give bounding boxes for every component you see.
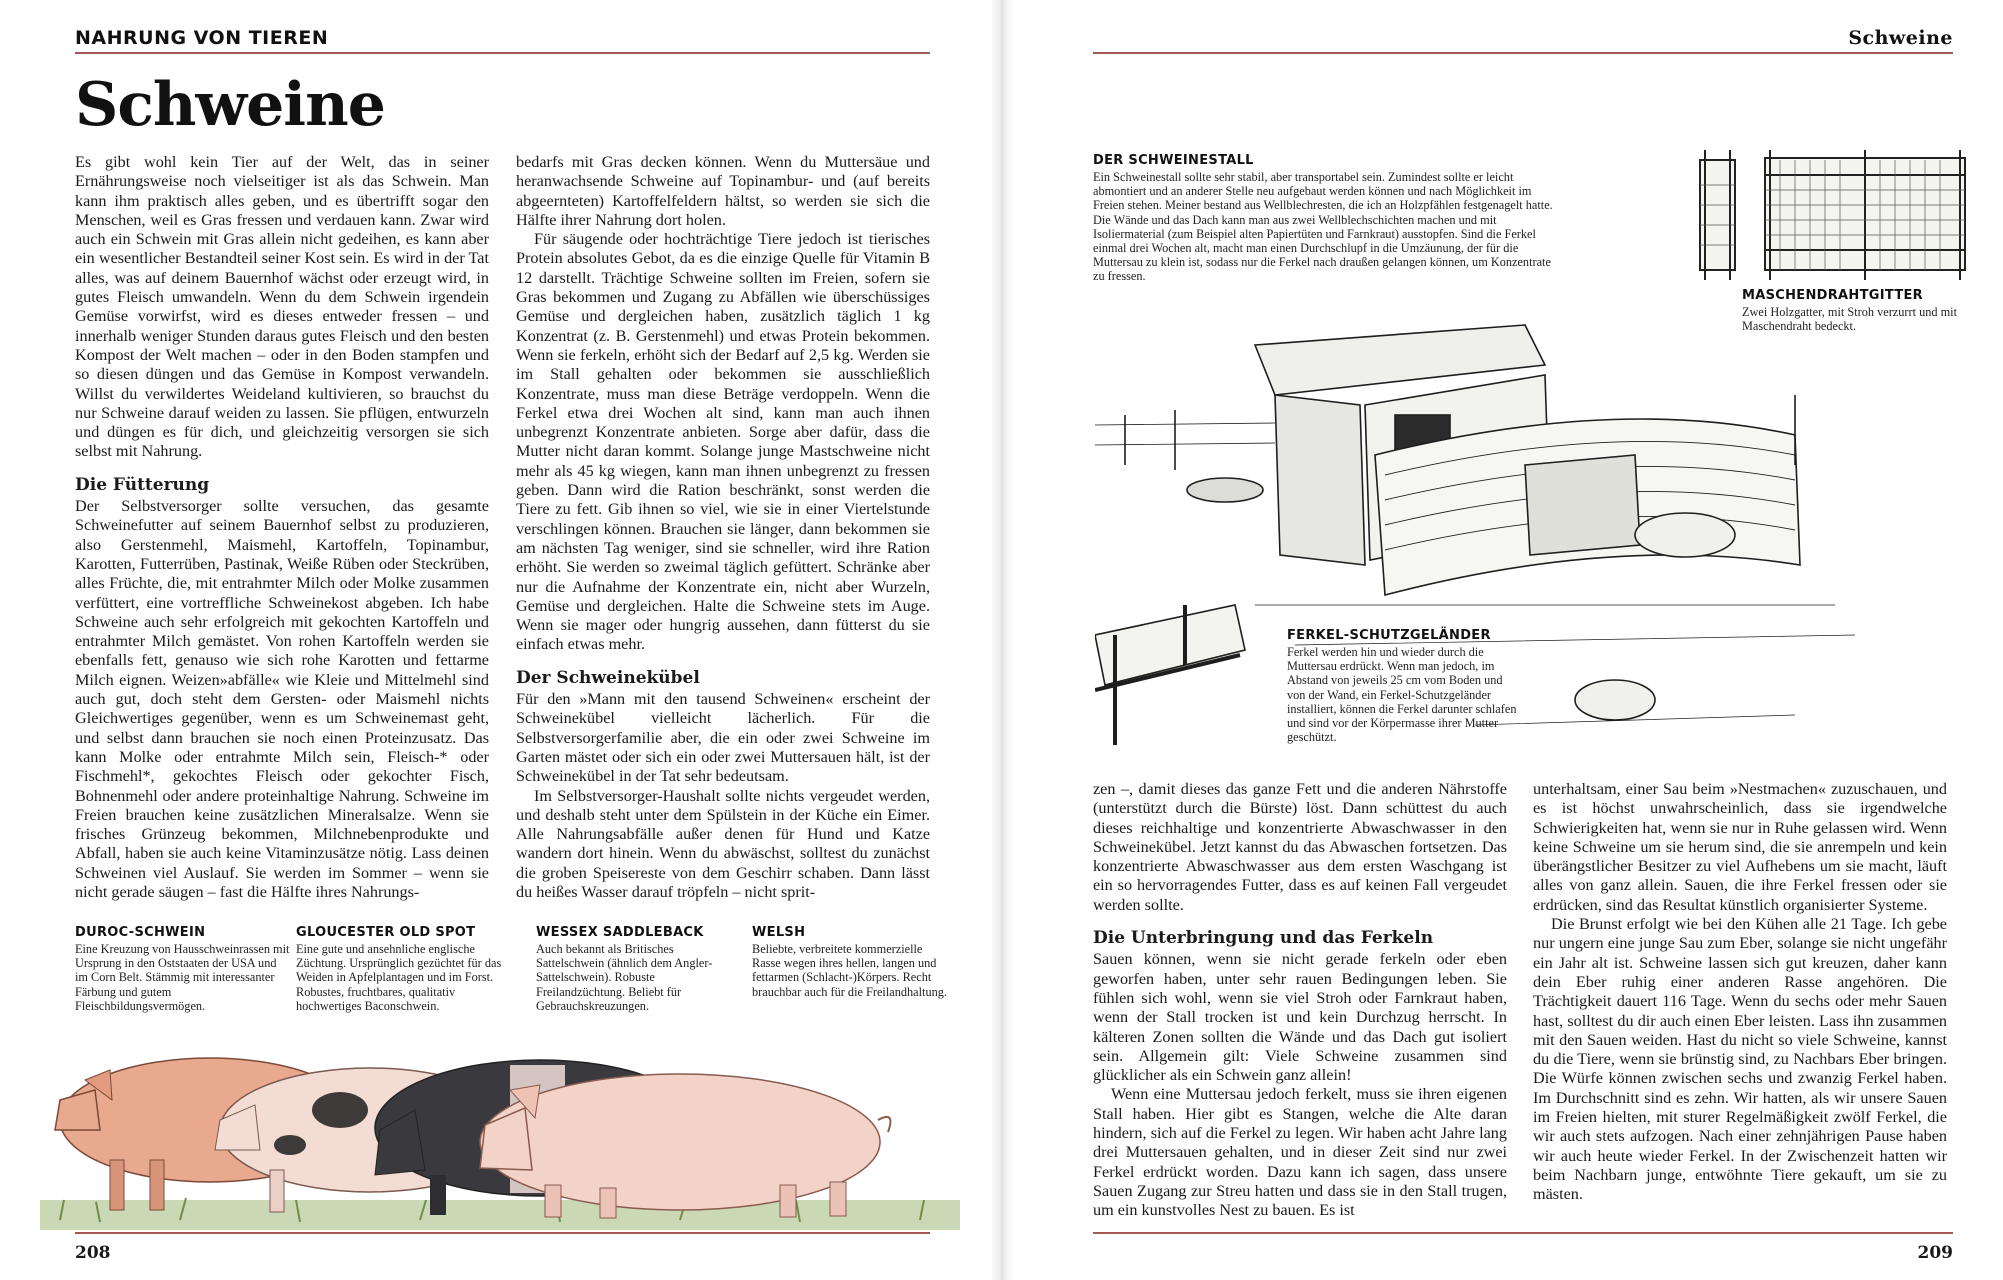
stall-caption: DER SCHWEINESTALL Ein Schweinestall sollte sehr stabil, aber transportabel sein. Zumindest sollte er leicht abmontiert und an anderer Stelle neu aufgebaut werden können und nach Möglichkeit im Freien stehen. Meiner bestand aus Wellblechresten, die ich an Holzpfählen festgenagelt hatte. Die Wände und das Dach kann man aus zwei Wellblechschichten machen und mit Isoliermaterial (zum Beispiel alten Papiertüten und Farnkraut) ausstopfen. Sind die Ferkel einmal drei Wochen alt, macht man einen Durchschlupf in die Umzäunung, der für die Muttersau zu klein ist, sodass nur die Ferkel nach draußen gelangen können, um Konzentrate zu fressen. (1093, 153, 1553, 284)
header-rule-right (1093, 52, 1953, 54)
paragraph: bedarfs mit Gras decken können. Wenn du Muttersäue und heranwachsende Schweine auf Topinambur- und (auf bereits abgeernteten) Kartoffelfeldern hältst, so werden sie sich die Hälfte ihrer Nahrung dort holen. (516, 153, 930, 229)
mesh-gate-illustration (1690, 150, 1970, 285)
paragraph: Der Selbstversorger sollte versuchen, das gesamte Schweinefutter auf seinem Bauernhof selbst zu produzieren, also Gerstenmehl, Maismehl, Kartoffeln, Topinambur, Karotten, Futterrüben, Pastinak, Weiße Rüben oder Steckrüben, alles Früchte, die, mit entrahmter Milch oder Molke zusammen verfüttert, eine vortreffliche Schweinekost abgeben. Ich habe Schweine auch sehr erfolgreich mit gekochten Kartoffeln und entrahmter Milch gemästet. Von rohen Kartoffeln werden sie ebenfalls fett, genauso wie sich rohe Karotten und fettarme Milch eignen. Weizen»abfälle« wie Kleie und Mittelmehl sind auch gut, doch steht dem Gersten- oder Maismehl nichts Gleichwertiges gegenüber, wenn es um Schweinemast geht, und selbst dann brauchen sie noch einen Proteinzusatz. Das kann Molke oder entrahmte Milch sein, Fleisch-* oder Fischmehl*, gekochtes Fleisch oder gekochter Fisch, Bohnenmehl oder andere proteinhaltige Nahrung. Schweine im Freien brauchen keine zusätzlichen Mineralsalze. Wenn sie frisches Grünzeug bekommen, Milchnebenprodukte und Abfall, haben sie auch keine Vitaminzusätze nötig. Lass deinen Schweinen viel Auslauf. Sie werden im Sommer – wenn sie nicht gerade säugen – fast die Hälfte ihres Nahrungs- (75, 497, 489, 901)
left-column-1 (75, 153, 489, 902)
gitter-caption: MASCHENDRAHTGITTER Zwei Holzgatter, mit Stroh verzurrt und mit Maschendraht bedeckt. (1742, 288, 1957, 334)
breed-caption-gloucester: GLOUCESTER OLD SPOT Eine gute und ansehnliche englische Züchtung. Ursprünglich gezüchtet für das Weiden in Apfelplantagen und im Forst. Robustes, fruchtbares, qualitativ hochwertiges Baconschwein. (296, 925, 502, 1013)
breed-caption-duroc: DUROC-SCHWEIN Eine Kreuzung von Hausschweinrassen mit Ursprung in den Oststaaten der USA und im Corn Belt. Stämmig mit interessanter Färbung und gutem Fleischbildungsvermögen. (75, 925, 290, 1013)
paragraph: Sauen können, wenn sie nicht gerade ferkeln oder eben geworfen haben, unter sehr rauen Bedingungen leben. Sie fühlen sich wohl, wenn sie viel Stroh oder Farnkraut haben, wenn der Stall trocken ist und kein Durchzug herrscht. In kälteren Zonen sollten die Wände und das Dach gut isoliert sein. Allgemein gilt: Viele Schweine zusammen sind glücklicher als ein Schwein ganz allein! (1093, 950, 1507, 1085)
running-head-right: Schweine (1848, 27, 1953, 49)
footer-rule-left (75, 1232, 930, 1234)
paragraph: Für säugende oder hochträchtige Tiere jedoch ist tierisches Protein absolutes Gebot, da es die einzige Quelle für Vitamin B 12 darstellt. Trächtige Schweine sollten im Freien, sofern sie Gras bekommen und Zugang zu Abfällen wie überschüssiges Gemüse und dergleichen haben, zusätzlich täglich 1 kg Konzentrat (z. B. Gerstenmehl) und etwas Protein bekommen. Wenn sie ferkeln, erhöht sich der Bedarf auf 2,5 kg. Werden sie im Stall gehalten oder bekommen sie ausschließlich Konzentrate, muss man diese Beträge verdoppeln. Wenn die Ferkel etwa drei Wochen alt sind, kann man auch ihnen unbegrenzt Konzentrate anbieten. Sorge aber dafür, dass die Mutter nicht daran kommt. Solange junge Mastschweine nicht mehr als 45 kg wiegen, kann man ihnen unbegrenzt zu fressen geben. Dann wird die Ration beschränkt, sonst werden die Tiere zu fett. Gib ihnen so viel, wie sie in einer Viertelstunde verschlingen können. Brauchen sie länger, dann bekommen sie am nächsten Tag weniger, sind sie schneller, wird ihre Ration erhöht. Sie werden so zweimal täglich gefüttert. Schränke aber nur die Aufnahme der Konzentrate ein, nicht aber Wurzeln, Gemüse und dergleichen. Halte die Schweine stets im Auge. Wenn sie mager oder hungrig aussehen, dann fütterst du sie einfach etwas mehr. (516, 230, 930, 654)
section-heading: Der Schweinekübel (516, 667, 700, 688)
right-page (1000, 0, 2003, 1280)
page-title: Schweine (75, 70, 385, 140)
ferkel-caption: FERKEL-SCHUTZGELÄNDER Ferkel werden hin und wieder durch die Muttersau erdrückt. Wenn man jedoch, im Abstand von jeweils 25 cm vom Boden und von der Wand, ein Ferkel-Schutzgeländer installiert, können die Ferkel darunter schlafen und sind vor der Körpermasse ihrer Mutter geschützt. (1287, 628, 1517, 745)
running-head-left: NAHRUNG VON TIEREN (75, 27, 329, 49)
section-heading: Die Unterbringung und das Ferkeln (1093, 928, 1434, 949)
breed-caption-welsh: WELSH Beliebte, verbreitete kommerzielle Rasse wegen ihres hellen, langen und fettarmen (Schlacht-)Körpers. Recht brauchbar auch für die Freilandhaltung. (752, 925, 947, 999)
left-page (0, 0, 1000, 1280)
page-number-left: 208 (75, 1243, 111, 1263)
paragraph: Es gibt wohl kein Tier auf der Welt, das in seiner Ernährungsweise noch vielseitiger ist als das Schwein. Man kann ihm praktisch alles geben, und es übertrifft sogar den Menschen, weil es Gras fressen und verdauen kann. Zwar wird auch ein Schwein mit Gras allein nicht gedeihen, es kann aber ein wesentlicher Bestandteil seiner Kost sein. Es wird in der Tat alles, was auf deinem Bauernhof wächst oder erzeugt wird, in gutes Fleisch umwandeln. Wenn du dem Schwein irgendein Gemüse vorwirfst, wird es dieses entweder fressen – und innerhalb weniger Stunden daraus gutes Fleisch und den besten Kompost der Welt machen – oder in den Boden stampfen und so diesen düngen und das Gemüse in Kompost verwandeln. Willst du verwildertes Weideland kultivieren, so brauchst du nur Schweine darauf weiden zu lassen. Sie pflügen, entwurzeln und düngen es für dich, und gleichzeitig versorgen sie sich selbst mit Nahrung. (75, 153, 489, 461)
section-heading: Die Fütterung (75, 474, 210, 495)
breed-caption-wessex: WESSEX SADDLEBACK Auch bekannt als Britisches Sattelschwein (ähnlich dem Angler-Sattelschwein). Robuste Freilandzüchtung. Beliebt für Gebrauchskreuzungen. (536, 925, 713, 1013)
left-column-2 (516, 153, 930, 902)
piglet-rail-inset (1095, 605, 1245, 745)
header-rule-left (75, 52, 930, 54)
footer-rule-right (1093, 1232, 1953, 1234)
right-column-2 (1533, 780, 1947, 1205)
pig-breeds-illustration (40, 1010, 960, 1230)
paragraph: zen –, damit dieses das ganze Fett und die anderen Nährstoffe (unterstützt durch die Bürste) löst. Dann schüttest du auch dieses reichhaltige und konzentrierte Abwaschwasser in den Schweinekübel. Jetzt kannst du das Abwaschen fortsetzen. Das konzentrierte Abwaschwasser aus dem ersten Waschgang ist ein so hervorragendes Futter, dass es auf keinen Fall vergeudet werden sollte. (1093, 780, 1507, 914)
paragraph: unterhaltsam, einer Sau beim »Nestmachen« zuzuschauen, und es ist höchst unwahrscheinlich, dass sie irgendwelche Schwierigkeiten hat, wenn sie nur in Ruhe gelassen wird. Wenn keine Schweine um sie herum sind, die sie anrempeln und kein überängstlicher Besitzer zu viel Aufhebens um sie macht, läuft alles von ganz allein. Sauen, die ihre Ferkel fressen oder sie erdrücken, sind das Resultat künstlich organisierter Systeme. (1533, 780, 1947, 914)
pig-sty-illustration (1095, 305, 1965, 755)
paragraph: Wenn eine Muttersau jedoch ferkelt, muss sie ihren eigenen Stall haben. Hier gibt es Stangen, welche die Alte daran hindern, sich auf die Ferkel zu legen. Wir haben acht Jahre lang drei Muttersauen gehalten, und in dieser Zeit sind nur zwei Ferkel erdrückt worden. Dazu kann ich sagen, dass unsere Sauen Zugang zur Streu hatten und dass sie in den Stall trugen, um ein kunstvolles Nest zu bauen. Es ist (1093, 1085, 1507, 1220)
paragraph: Die Brunst erfolgt wie bei den Kühen alle 21 Tage. Ich gebe nur ungern eine junge Sau zum Eber, solange sie nicht ungefähr ein Jahr alt ist. Schweine lassen sich gut kreuzen, daher kann dein Eber ruhig einer anderen Rasse angehören. Die Trächtigkeit dauert 116 Tage. Wenn du sechs oder mehr Sauen hast, solltest du dir auch einen Eber leisten. Lass ihn zusammen mit den Sauen weiden. Hast du nicht so viele Schweine, kannst du die Tiere, wenn sie brünstig sind, zu Nachbars Eber bringen. Die Würfe können zwischen sechs und zwanzig Ferkel haben. Im Durchschnitt sind es zehn. Wir hatten, als wir unsere Sauen im Freien hielten, mit sturer Regelmäßigkeit zwölf Ferkel, die wir auch stets aufzogen. Nach einer zehnjährigen Pause haben wir auch heute wieder Ferkel. In der Zwischenzeit hatten wir beim Nachbarn junge, entwöhnte Tiere gekauft, um sie zu mästen. (1533, 915, 1947, 1204)
paragraph: Für den »Mann mit den tausend Schweinen« erscheint der Schweinekübel vielleicht lächerlich. Für die Selbstversorgerfamilie aber, die ein oder zwei Schweine im Garten mästet oder sich ein oder zwei Muttersauen hält, ist der Schweinekübel in der Tat sehr bedeutsam. (516, 690, 930, 786)
paragraph: Im Selbstversorger-Haushalt sollte nichts vergeudet werden, und deshalb steht unter dem Spülstein in der Küche ein Eimer. Alle Nahrungsabfälle außer denen für Hund und Katze wandern dort hinein. Wenn du abwäschst, solltest du zunächst die groben Speisereste von dem Geschirr schaben. Dann lässt du heißes Wasser darauf tröpfeln – nicht sprit- (516, 786, 930, 901)
page-number-right: 209 (1917, 1243, 1953, 1263)
right-column-1 (1093, 780, 1507, 1221)
